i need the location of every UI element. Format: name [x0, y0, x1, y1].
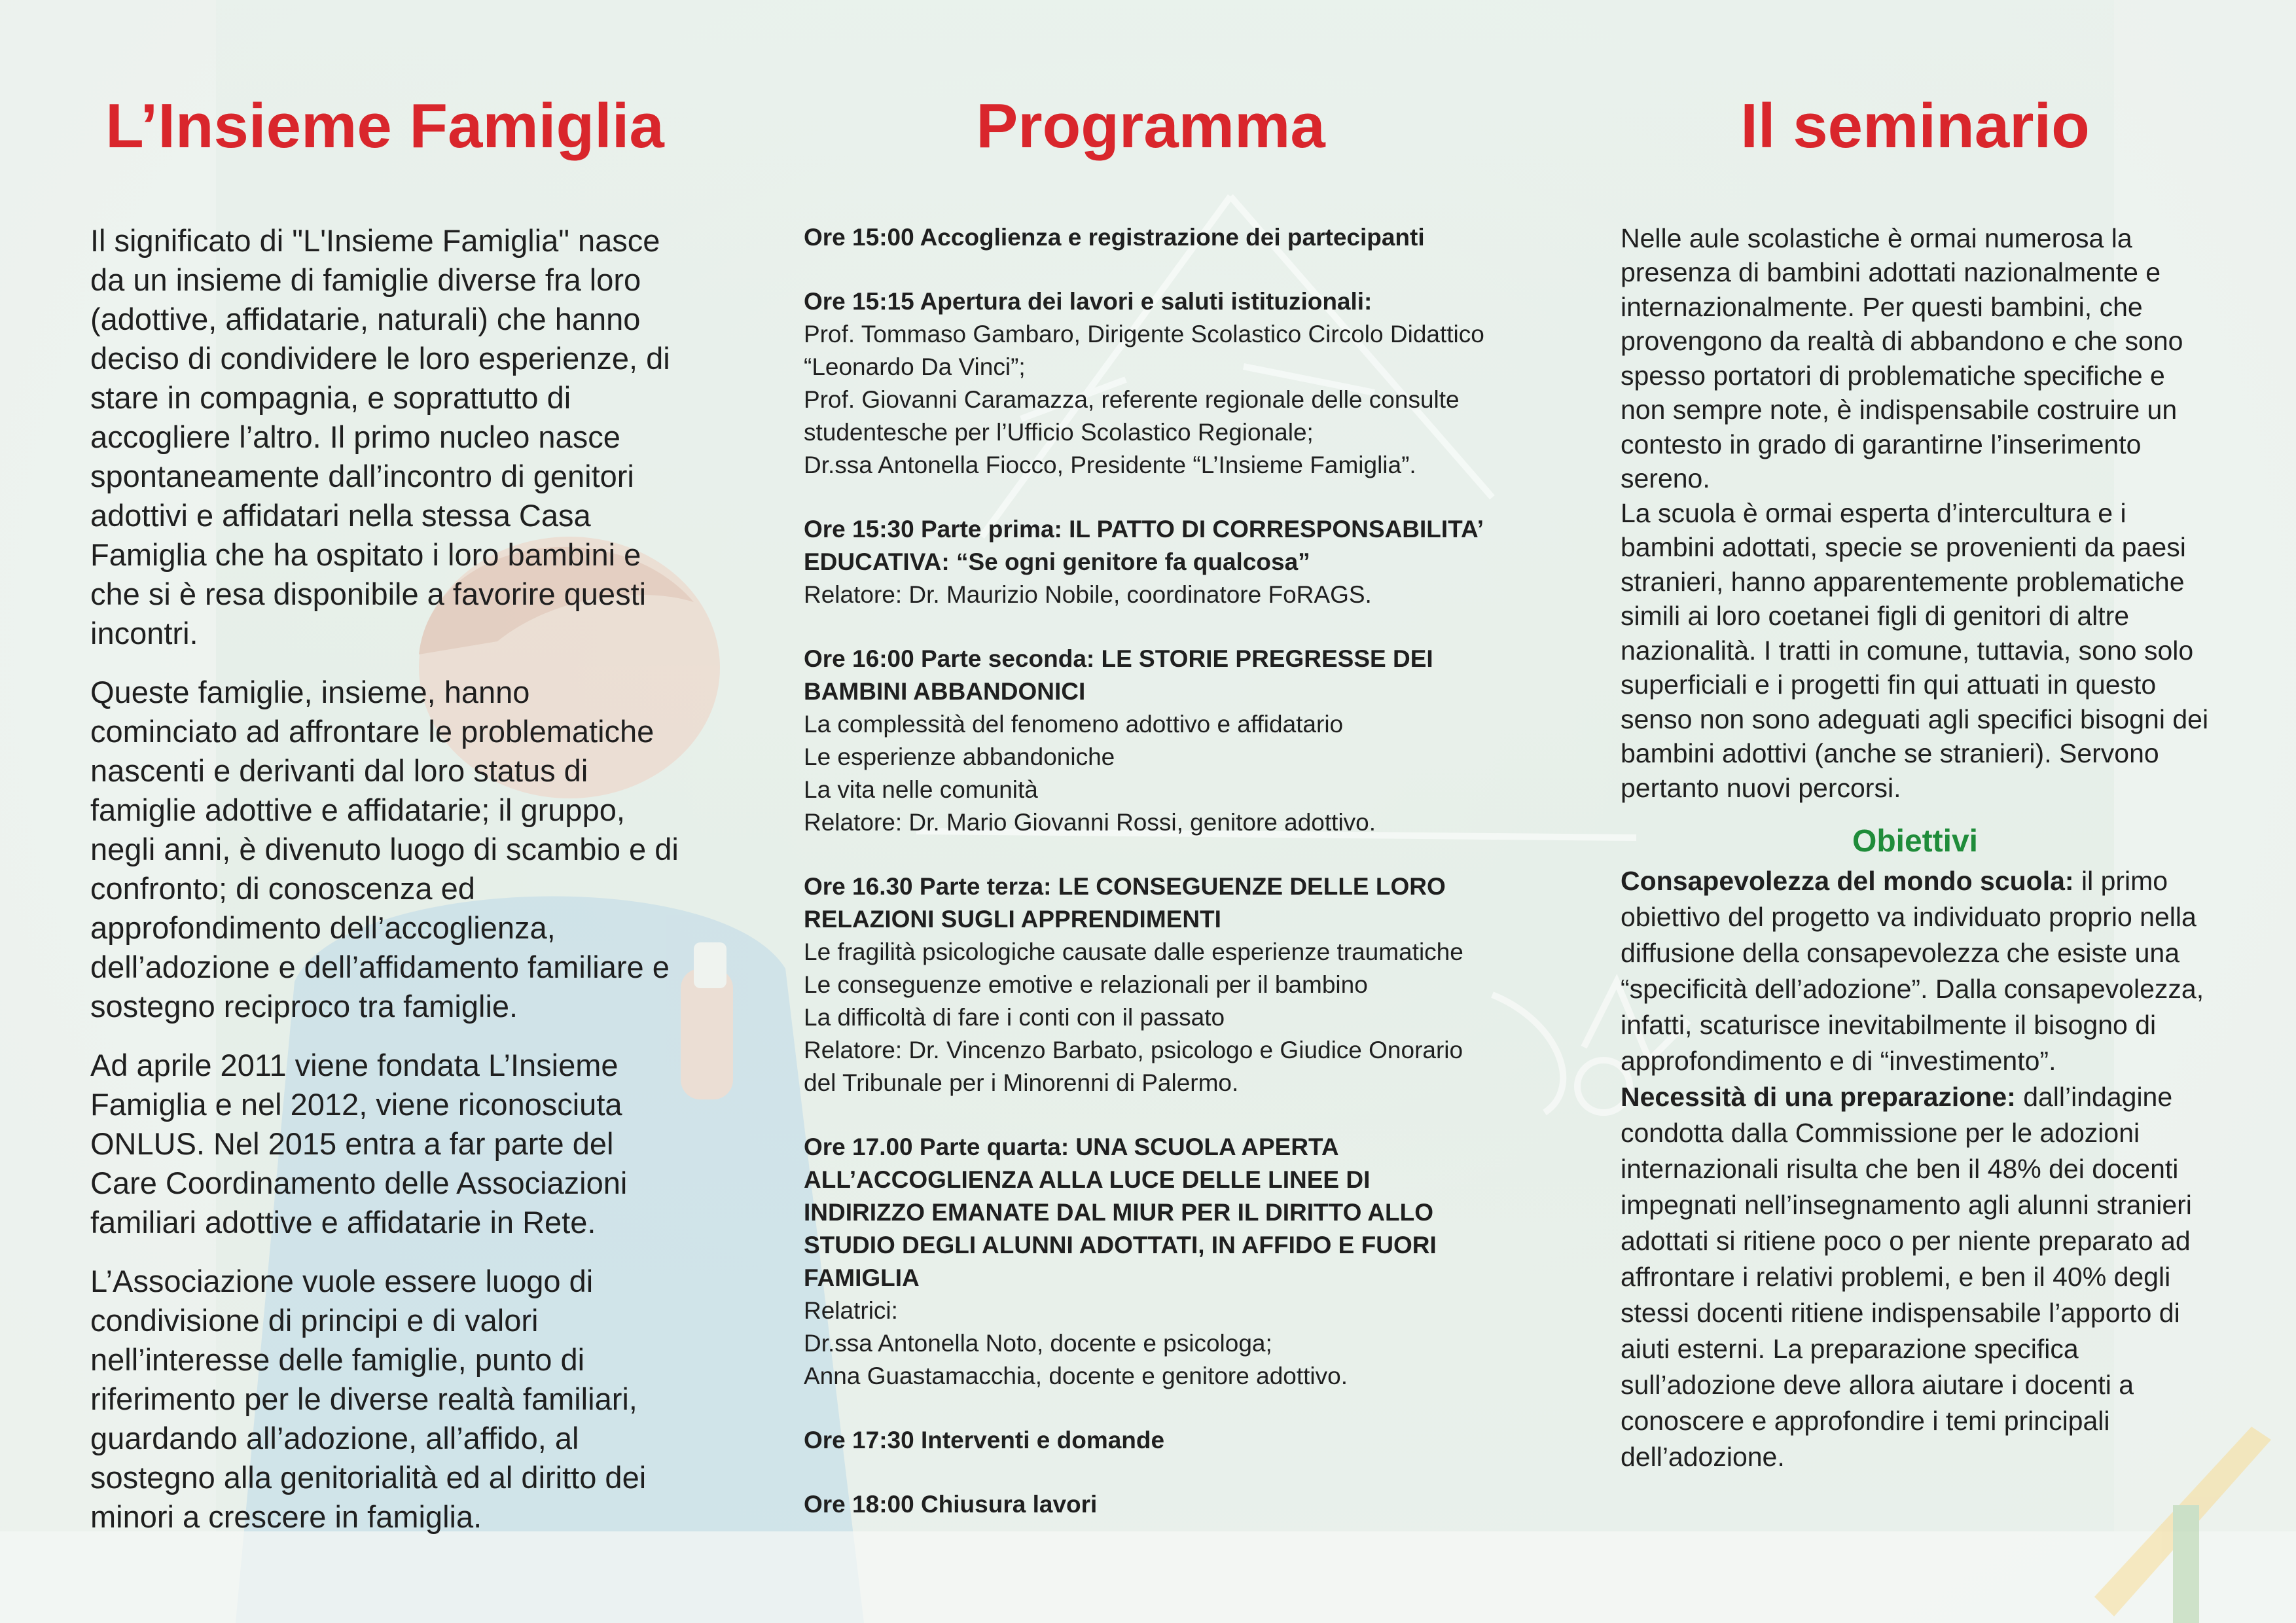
column-programma	[804, 92, 1498, 1552]
title-insieme-famiglia: L’Insieme Famiglia	[105, 91, 664, 161]
program-item-detail: Relatore: Dr. Mario Giovanni Rossi, genitore adottivo.	[804, 808, 1376, 836]
objective-text: il primo obiettivo del progetto va individuato proprio nella diffusione della consapevolezza che esiste una “specificità dell’adozione”. Dalla consapevolezza, infatti, scaturisce inevitabilmente il bisogno di approfondimento e di “investimento”.	[1621, 866, 2204, 1077]
program-item	[804, 870, 1498, 1099]
objective	[1621, 1079, 2210, 1475]
program-list	[804, 221, 1498, 1521]
program-item	[804, 285, 1498, 482]
program-item-detail: Prof. Giovanni Caramazza, referente regionale delle consulte studentesche per l’Ufficio Scolastico Regionale;	[804, 385, 1460, 446]
paragraph: L’Associazione vuole essere luogo di condivisione di principi e di valori nell’interesse delle famiglie, punto di riferimento per le diverse realtà familiari, guardando all’adozione, all’affido, al sostegno alla genitorialità ed al diritto dei minori a crescere in famiglia.	[90, 1263, 647, 1534]
program-item-time-title: Ore 17:30 Interventi e domande	[804, 1426, 1165, 1454]
column-seminario	[1621, 92, 2210, 1475]
program-item-time-title: Ore 17.00 Parte quarta: UNA SCUOLA APERTA ALL’ACCOGLIENZA ALLA LUCE DELLE LINEE DI INDIRIZZO EMANATE DAL MIUR PER IL DIRITTO ALLO STUDIO DEGLI ALUNNI ADOTTATI, IN AFFIDO E FUORI FAMIGLIA	[804, 1133, 1437, 1291]
column-associazione	[90, 92, 679, 1556]
program-item	[804, 221, 1498, 254]
title-programma: Programma	[976, 91, 1325, 161]
program-item-time-title: Ore 16.30 Parte terza: LE CONSEGUENZE DELLE LORO RELAZIONI SUGLI APPRENDIMENTI	[804, 872, 1446, 933]
program-item-detail: La vita nelle comunità	[804, 776, 1038, 803]
program-item-detail: Prof. Tommaso Gambaro, Dirigente Scolastico Circolo Didattico “Leonardo Da Vinci”;	[804, 320, 1484, 380]
program-item	[804, 1424, 1498, 1457]
program-item-detail: Le conseguenze emotive e relazionali per il bambino	[804, 971, 1368, 998]
program-item-detail: La complessità del fenomeno adottivo e affidatario	[804, 710, 1344, 738]
program-item-detail: Relatrici:	[804, 1296, 898, 1324]
objective-label: Consapevolezza del mondo scuola:	[1621, 866, 2074, 897]
objective	[1621, 863, 2210, 1079]
objective-text: dall’indagine condotta dalla Commissione per le adozioni internazionali risulta che ben il 48% dei docenti impegnati nell’insegnamento agli alunni stranieri adottati si ritiene poco o per niente preparato ad affrontare i relativi problemi, e ben il 40% degli stessi docenti ritiene indispensabile l’apporto di aiuti esterni. La preparazione specifica sull’adozione deve allora aiutare i docenti a conoscere e approfondire i temi principali dell’adozione.	[1621, 1082, 2192, 1472]
program-item-detail: Le fragilità psicologiche causate dalle esperienze traumatiche	[804, 938, 1463, 965]
subtitle-obiettivi: Obiettivi	[1852, 824, 1979, 859]
program-item	[804, 513, 1498, 611]
program-item-detail: Le esperienze abbandoniche	[804, 743, 1115, 770]
program-item-time-title: Ore 16:00 Parte seconda: LE STORIE PREGRESSE DEI BAMBINI ABBANDONICI	[804, 645, 1433, 705]
objective-label: Necessità di una preparazione:	[1621, 1082, 2016, 1113]
program-item-time-title: Ore 18:00 Chiusura lavori	[804, 1490, 1098, 1518]
paragraph: La scuola è ormai esperta d’intercultura e i bambini adottati, specie se provenienti da paesi stranieri, hanno apparentemente problematiche simili ai loro coetanei figli di genitori di altre nazionalità. I tratti in comune, tuttavia, sono solo superficiali e i progetti fin qui attuati in questo senso non sono adeguati agli specifici bisogni dei bambini adottivi (anche se stranieri). Servono pertanto nuovi percorsi.	[1621, 497, 2209, 803]
program-item	[804, 643, 1498, 839]
program-item-detail: La difficoltà di fare i conti con il passato	[804, 1003, 1225, 1031]
paragraph: Ad aprile 2011 viene fondata L’Insieme Famiglia e nel 2012, viene riconosciuta ONLUS. Nel 2015 entra a far parte del Care Coordinamento delle Associazioni familiari adottive e affidatarie in Rete.	[90, 1047, 628, 1240]
program-item-detail: Dr.ssa Antonella Fiocco, Presidente “L’Insieme Famiglia”.	[804, 451, 1416, 478]
program-item-detail: Anna Guastamacchia, docente e genitore adottivo.	[804, 1362, 1348, 1389]
program-item-detail: Relatore: Dr. Vincenzo Barbato, psicologo e Giudice Onorario del Tribunale per i Minorenni di Palermo.	[804, 1036, 1463, 1096]
program-item-detail: Dr.ssa Antonella Noto, docente e psicologa;	[804, 1329, 1272, 1357]
paragraph: Il significato di "L'Insieme Famiglia" nasce da un insieme di famiglie diverse fra loro (adottive, affidatarie, naturali) che hanno deciso di condividere le loro esperienze, di stare in compagnia, e soprattutto di accogliere l’altro. Il primo nucleo nasce spontaneamente dall’incontro di genitori adottivi e affidatari nella stessa Casa Famiglia che ha ospitato i loro bambini e che si è resa disponibile a favorire questi incontri.	[90, 223, 670, 651]
program-item-time-title: Ore 15:00 Accoglienza e registrazione dei partecipanti	[804, 223, 1425, 251]
program-item	[804, 1131, 1498, 1393]
program-item-detail: Relatore: Dr. Maurizio Nobile, coordinatore FoRAGS.	[804, 580, 1372, 608]
program-item-time-title: Ore 15:30 Parte prima: IL PATTO DI CORRESPONSABILITA’ EDUCATIVA: “Se ogni genitore fa qualcosa”	[804, 515, 1482, 575]
paragraph: Queste famiglie, insieme, hanno cominciato ad affrontare le problematiche nascenti e derivanti dal loro status di famiglie adottive e affidatarie; il gruppo, negli anni, è divenuto luogo di scambio e di confronto; di conoscenza ed approfondimento dell’accoglienza, dell’adozione e dell’affidamento familiare e sostegno reciproco tra famiglie.	[90, 674, 679, 1024]
program-item-time-title: Ore 15:15 Apertura dei lavori e saluti istituzionali:	[804, 287, 1372, 315]
title-seminario: Il seminario	[1740, 91, 2090, 161]
program-item	[804, 1488, 1498, 1521]
paragraph: Nelle aule scolastiche è ormai numerosa la presenza di bambini adottati nazionalmente e internazionalmente. Per questi bambini, che provengono da realtà di abbandono e che sono spesso portatori di problematiche specifiche e non sempre note, è indispensabile costruire un contesto in grado di garantirne l’inserimento sereno.	[1621, 223, 2183, 494]
